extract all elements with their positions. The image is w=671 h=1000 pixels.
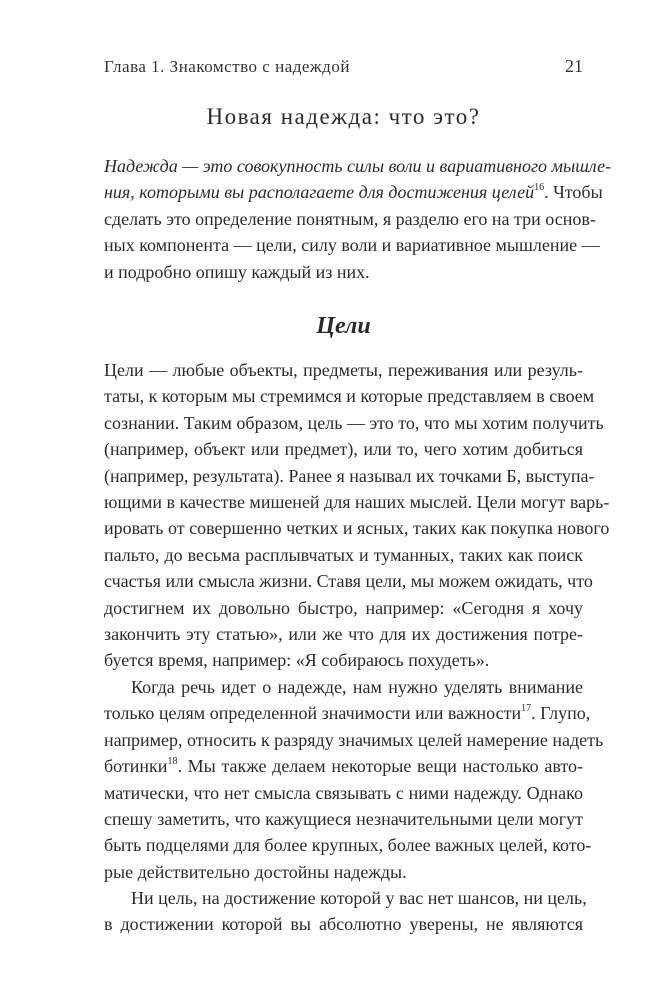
- definition-text: ния, которыми вы располагаете для достижения целей: [104, 182, 535, 203]
- definition-text: Надежда — это совокупность силы воли и вариативного мышле-: [104, 156, 612, 176]
- text-line: и подробно опишу каждый из них.: [104, 261, 370, 282]
- text-line: пальто, до весьма расплывчатых и туманных, таких как поиск: [104, 544, 583, 565]
- running-header: Глава 1. Знакомство с надеждой: [104, 57, 350, 76]
- text-line: например, относить к разряду значимых целей намерение надеть: [104, 729, 604, 750]
- subsection-heading: Цели: [316, 313, 371, 339]
- text-line: сделать это определение понятным, я разделю его на три основ-: [104, 208, 596, 229]
- section-heading: Новая надежда: что это?: [206, 104, 481, 129]
- text-line: спешу заметить, что кажущиеся незначительными цели могут: [104, 808, 583, 829]
- text-line: закончить эту статью», или же что для их достижения потре-: [104, 623, 583, 644]
- text-line: ировать от совершенно четких и ясных, таких как покупка нового: [104, 518, 610, 539]
- text-line: таты, к которым мы стремимся и которые представляем в своем: [104, 386, 595, 407]
- text-line: Когда речь идет о надежде, нам нужно уделять внимание: [131, 677, 583, 697]
- footnote-ref: 16: [534, 182, 545, 194]
- text-run: . Мы также делаем некоторые вещи настолько авто-: [177, 756, 583, 777]
- text-run: . Глупо,: [531, 703, 591, 724]
- text-line: быть подцелями для более крупных, более важных целей, кото-: [104, 835, 592, 856]
- text-line: Ни цель, на достижение которой у вас нет шансов, ни цель,: [131, 888, 587, 908]
- body-paragraph-1: [104, 357, 610, 674]
- text-line: в достижении которой вы абсолютно уверены, не являются: [104, 914, 583, 935]
- text-line: рые действительно достойны надежды.: [104, 861, 407, 882]
- text-run: только целям определенной значимости или важности: [104, 703, 522, 724]
- body-paragraph-3: [104, 885, 587, 938]
- text-line: ных компонента — цели, силу воли и вариативное мышление —: [104, 235, 600, 256]
- text-line: буется время, например: «Я собираюсь похудеть».: [104, 650, 490, 671]
- intro-paragraph: [104, 153, 612, 285]
- page-number: 21: [565, 56, 583, 76]
- body-paragraph-2: [104, 674, 604, 885]
- text-line: (например, объект или предмет), или то, чего хотим добиться: [104, 439, 583, 460]
- text-line: сознании. Таким образом, цель — это то, что мы хотим получить: [104, 412, 604, 433]
- footnote-ref: 17: [521, 703, 532, 715]
- text-line: [104, 153, 612, 179]
- text-line: Цели — любые объекты, предметы, переживания или резуль-: [104, 360, 583, 380]
- text-line: [104, 700, 591, 726]
- footnote-ref: 18: [167, 756, 178, 768]
- text-run: ботинки: [104, 756, 168, 777]
- text-line: [104, 753, 583, 779]
- text-line: ющими в качестве мишеней для наших мыслей. Цели могут варь-: [104, 491, 610, 512]
- text-line: достигнем их довольно быстро, например: «Сегодня я хочу: [104, 597, 583, 618]
- text-line: матически, что нет смысла связывать с ними надежду. Однако: [104, 782, 583, 803]
- text-line: (например, результата). Ранее я называл их точками Б, выступа-: [104, 465, 595, 486]
- text-line: [104, 179, 603, 205]
- text-line: счастья или смысла жизни. Ставя цели, мы можем ожидать, что: [104, 571, 593, 592]
- text-run: . Чтобы: [544, 182, 603, 203]
